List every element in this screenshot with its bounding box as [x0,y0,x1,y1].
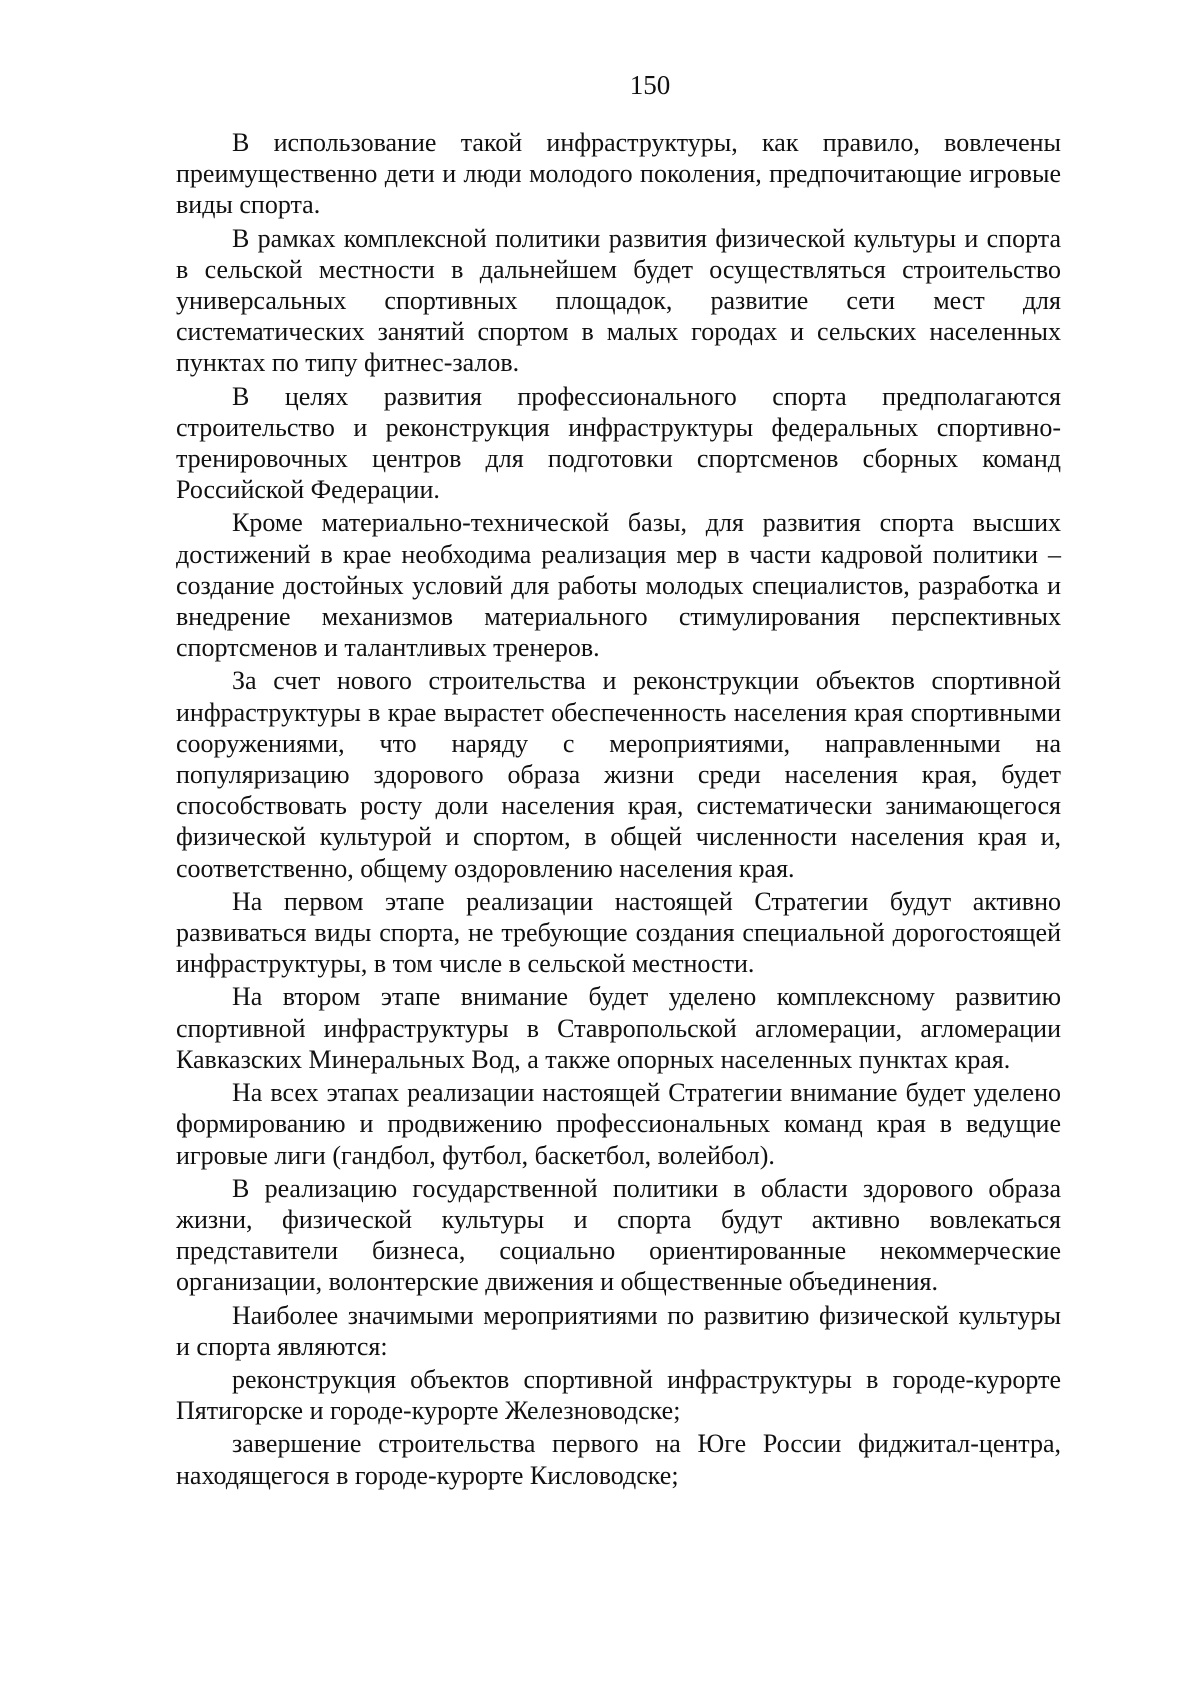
page-number: 150 [629,70,671,100]
paragraph-4: Кроме материально-технической базы, для развития спорта высших достижений в крае необходима реализация мер в части кадровой политики – создание достойных условий для работы молодых специалистов, разработка и внедрение механизмов материального стимулирования перспективных спортсменов и талантливых тренеров. [176,508,1061,663]
paragraph-7: На втором этапе внимание будет уделено комплексному развитию спортивной инфраструктуры в Ставропольской агломерации, агломерации Кавказских Минеральных Вод, а также опорных населенных пунктах края. [176,982,1061,1074]
document-body [176,127,1061,1493]
paragraph-2: В рамках комплексной политики развития физической культуры и спорта в сельской местности в дальнейшем будет осуществляться строительство универсальных спортивных площадок, развитие сети мест для систематических занятий спортом в малых городах и сельских населенных пунктах по типу фитнес-залов. [176,223,1061,378]
list-item-1: реконструкция объектов спортивной инфраструктуры в городе-курорте Пятигорске и городе-курорте Железноводске; [176,1364,1061,1426]
paragraph-1: В использование такой инфраструктуры, как правило, вовлечены преимущественно дети и люди молодого поколения, предпочитающие игровые виды спорта. [176,128,1061,220]
paragraph-9: В реализацию государственной политики в области здорового образа жизни, физической культуры и спорта будут активно вовлекаться представители бизнеса, социально ориентированные некоммерческие организации, волонтерские движения и общественные объединения. [176,1173,1061,1297]
paragraph-10: Наиболее значимыми мероприятиями по развитию физической культуры и спорта являются: [176,1300,1061,1361]
list-item-2: завершение строительства первого на Юге России фиджитал-центра, находящегося в городе-курорте Кисловодске; [176,1429,1061,1490]
paragraph-6: На первом этапе реализации настоящей Стратегии будут активно развиваться виды спорта, не требующие создания специальной дорогостоящей инфраструктуры, в том числе в сельской местности. [176,886,1061,979]
paragraph-5: За счет нового строительства и реконструкции объектов спортивной инфраструктуры в крае вырастет обеспеченность населения края спортивными сооружениями, что наряду с мероприятиями, направленными на популяризацию здорового образа жизни среди населения края, будет способствовать росту доли населения края, систематически занимающегося физической культурой и спортом, в общей численности населения края и, соответственно, общему оздоровлению населения края. [176,666,1061,883]
paragraph-8: На всех этапах реализации настоящей Стратегии внимание будет уделено формированию и продвижению профессиональных команд края в ведущие игровые лиги (гандбол, футбол, баскетбол, волейбол). [176,1078,1061,1170]
paragraph-3: В целях развития профессионального спорта предполагаются строительство и реконструкция инфраструктуры федеральных спортивно-тренировочных центров для подготовки спортсменов сборных команд Российской Федерации. [176,381,1061,505]
